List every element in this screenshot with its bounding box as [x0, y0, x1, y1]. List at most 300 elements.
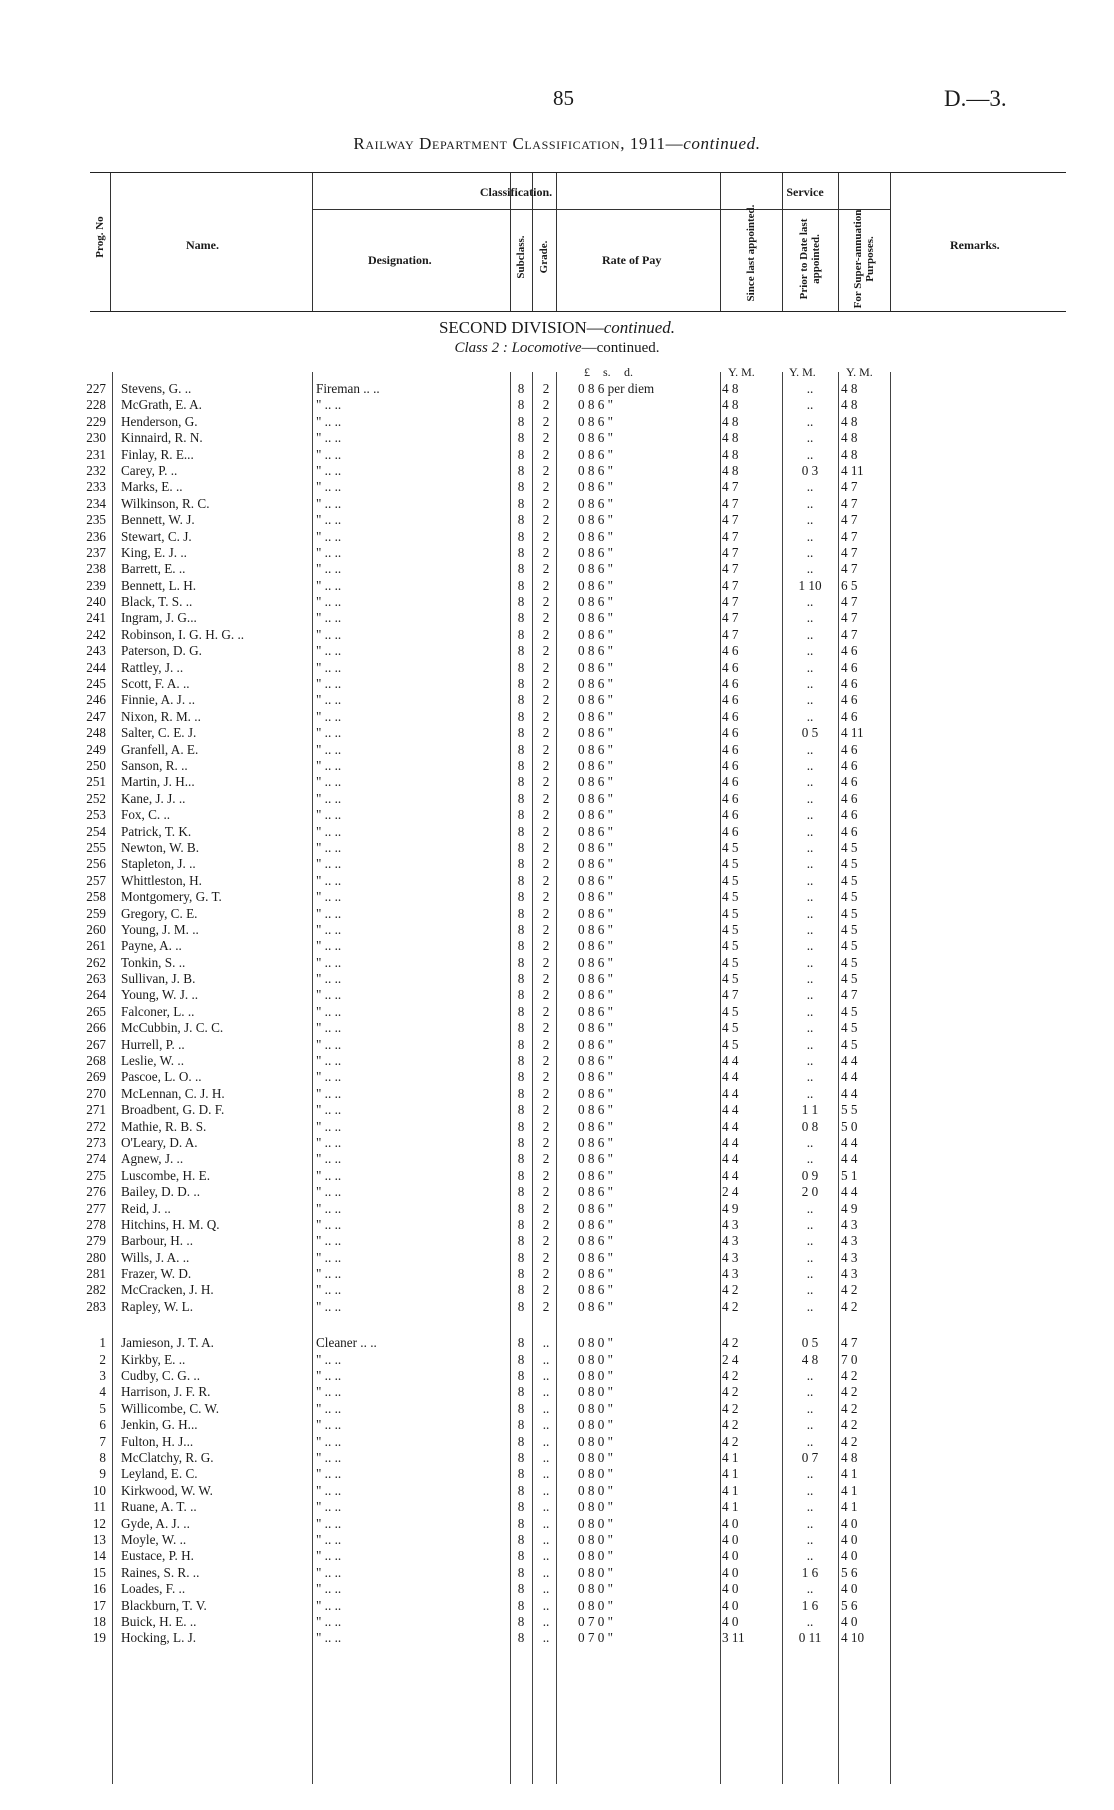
table-row: [0, 1581, 1114, 1597]
since-last-appointed-cell: 4 4: [722, 1167, 739, 1183]
designation-cell: " .. ..: [316, 1102, 342, 1118]
subclass-cell: 8: [517, 397, 525, 413]
since-last-appointed-cell: 4 2: [722, 1298, 739, 1314]
rate-of-pay-cell: 0 8 0 ": [578, 1581, 614, 1597]
prior-service-cell: ..: [806, 790, 814, 806]
table-row: [0, 578, 1114, 594]
subclass-cell: 8: [517, 1548, 525, 1564]
superannuation-cell: 4 6: [841, 708, 858, 724]
subclass-cell: 8: [517, 1216, 525, 1232]
grade-cell: 2: [542, 577, 550, 593]
rate-of-pay-cell: 0 8 6 ": [578, 626, 614, 642]
prior-service-cell: ..: [806, 1020, 814, 1036]
prior-service-cell: 0 5: [801, 725, 819, 741]
superannuation-cell: 5 6: [841, 1597, 858, 1613]
grade-cell: 2: [542, 1216, 550, 1232]
name-cell: Leyland, E. C.: [121, 1466, 198, 1482]
designation-cell: " .. ..: [316, 446, 342, 462]
superannuation-cell: 4 3: [841, 1216, 858, 1232]
rate-of-pay-cell: 0 8 6 ": [578, 397, 614, 413]
name-cell: Reid, J. ..: [121, 1200, 171, 1216]
grade-cell: 2: [542, 823, 550, 839]
subclass-cell: 8: [517, 676, 525, 692]
rate-of-pay-cell: 0 8 6 ": [578, 1118, 614, 1134]
superannuation-cell: 4 5: [841, 856, 858, 872]
superannuation-cell: 4 7: [841, 561, 858, 577]
name-cell: Fox, C. ..: [121, 807, 171, 823]
grade-cell: 2: [542, 1134, 550, 1150]
superannuation-cell: 4 2: [841, 1400, 858, 1416]
prior-service-cell: ..: [806, 872, 814, 888]
since-last-appointed-cell: 4 5: [722, 921, 739, 937]
prog-no-cell: 250: [86, 757, 106, 773]
since-last-appointed-cell: 4 6: [722, 774, 739, 790]
table-row: [0, 742, 1114, 758]
designation-cell: " .. ..: [316, 1069, 342, 1085]
prior-service-cell: ..: [806, 1368, 814, 1384]
rate-of-pay-cell: 0 8 0 ": [578, 1548, 614, 1564]
table-row: [0, 660, 1114, 676]
since-last-appointed-cell: 4 5: [722, 1036, 739, 1052]
prior-service-cell: ..: [806, 856, 814, 872]
table-row: [0, 496, 1114, 512]
prior-service-cell: ..: [806, 1200, 814, 1216]
superannuation-cell: 4 7: [841, 479, 858, 495]
table-row: [0, 824, 1114, 840]
table-row: [0, 856, 1114, 872]
superannuation-cell: 5 5: [841, 1102, 858, 1118]
rate-of-pay-cell: 0 8 6 ": [578, 938, 614, 954]
designation-cell: " .. ..: [316, 462, 342, 478]
prior-service-cell: 1 6: [801, 1564, 819, 1580]
name-cell: Ingram, J. G...: [121, 610, 197, 626]
name-cell: Hurrell, P. ..: [121, 1036, 185, 1052]
subclass-cell: 8: [517, 413, 525, 429]
subclass-cell: 8: [517, 1433, 525, 1449]
name-cell: Leslie, W. ..: [121, 1053, 184, 1069]
table-row: [0, 791, 1114, 807]
name-cell: Marks, E. ..: [121, 479, 183, 495]
name-cell: Tonkin, S. ..: [121, 954, 186, 970]
designation-cell: " .. ..: [316, 1036, 342, 1052]
prior-service-cell: ..: [806, 413, 814, 429]
rate-of-pay-cell: 0 8 6 ": [578, 643, 614, 659]
rate-of-pay-cell: 0 8 6 ": [578, 790, 614, 806]
table-row: [0, 1548, 1114, 1564]
grade-cell: 2: [542, 1151, 550, 1167]
header-classification: Classification.: [479, 185, 553, 199]
prog-no-cell: 15: [92, 1564, 106, 1580]
subclass-cell: 8: [517, 1298, 525, 1314]
table-row: [0, 529, 1114, 545]
prog-no-cell: 17: [92, 1597, 106, 1613]
designation-cell: " .. ..: [316, 1351, 342, 1367]
prior-service-cell: ..: [806, 544, 814, 560]
prior-service-cell: ..: [806, 1266, 814, 1282]
designation-cell: " .. ..: [316, 971, 342, 987]
table-row: [0, 971, 1114, 987]
superannuation-cell: 4 0: [841, 1613, 858, 1629]
superannuation-cell: 4 7: [841, 495, 858, 511]
name-cell: Carey, P. ..: [121, 462, 178, 478]
rate-of-pay-cell: 0 8 6 ": [578, 856, 614, 872]
name-cell: Stevens, G. ..: [121, 381, 192, 396]
subclass-cell: 8: [517, 1102, 525, 1118]
prog-no-cell: 263: [86, 971, 106, 987]
rate-of-pay-cell: 0 8 6 ": [578, 1233, 614, 1249]
table-row: [0, 1598, 1114, 1614]
prog-no-cell: 10: [92, 1482, 106, 1498]
prior-service-cell: ..: [806, 741, 814, 757]
superannuation-cell: 4 5: [841, 839, 858, 855]
designation-cell: " .. ..: [316, 774, 342, 790]
designation-cell: " .. ..: [316, 1003, 342, 1019]
table-row: [0, 758, 1114, 774]
designation-cell: " .. ..: [316, 1548, 342, 1564]
prior-service-cell: ..: [806, 1003, 814, 1019]
designation-cell: " .. ..: [316, 1400, 342, 1416]
rate-of-pay-cell: 0 8 6 ": [578, 1216, 614, 1232]
designation-cell: " .. ..: [316, 889, 342, 905]
since-last-appointed-cell: 4 3: [722, 1249, 739, 1265]
since-last-appointed-cell: 4 1: [722, 1466, 739, 1482]
prior-service-cell: ..: [806, 512, 814, 528]
subclass-cell: 8: [517, 462, 525, 478]
prior-service-cell: ..: [806, 1151, 814, 1167]
designation-cell: " .. ..: [316, 921, 342, 937]
table-row: [0, 889, 1114, 905]
prog-no-cell: 247: [86, 708, 106, 724]
grade-cell: ..: [542, 1466, 550, 1482]
designation-cell: " .. ..: [316, 1167, 342, 1183]
prior-service-cell: ..: [806, 397, 814, 413]
rate-of-pay-cell: 0 8 0 ": [578, 1433, 614, 1449]
prior-service-cell: 0 9: [801, 1167, 819, 1183]
grade-cell: 2: [542, 872, 550, 888]
superannuation-cell: 4 1: [841, 1499, 858, 1515]
prog-no-cell: 277: [86, 1200, 106, 1216]
designation-cell: " .. ..: [316, 1597, 342, 1613]
prog-no-cell: 258: [86, 889, 106, 905]
designation-cell: " .. ..: [316, 1216, 342, 1232]
prog-no-cell: 2: [99, 1351, 106, 1367]
rate-of-pay-cell: 0 8 6 ": [578, 889, 614, 905]
name-cell: Whittleston, H.: [121, 872, 202, 888]
grade-cell: ..: [542, 1482, 550, 1498]
designation-cell: " .. ..: [316, 872, 342, 888]
subclass-cell: 8: [517, 610, 525, 626]
prog-no-cell: 249: [86, 741, 106, 757]
prog-no-cell: 14: [92, 1548, 106, 1564]
name-cell: McCracken, J. H.: [121, 1282, 214, 1298]
prog-no-cell: 270: [86, 1085, 106, 1101]
since-last-appointed-cell: 4 7: [722, 528, 739, 544]
prog-no-cell: 239: [86, 577, 106, 593]
table-row: [0, 1233, 1114, 1249]
table-row: [0, 840, 1114, 856]
rate-of-pay-cell: 0 8 0 ": [578, 1597, 614, 1613]
table-row: [0, 1020, 1114, 1036]
prog-no-cell: 256: [86, 856, 106, 872]
since-last-appointed-cell: 4 1: [722, 1450, 739, 1465]
name-cell: Payne, A. ..: [121, 938, 182, 954]
prog-no-cell: 228: [86, 397, 106, 413]
prior-service-cell: ..: [806, 1482, 814, 1498]
subclass-cell: 8: [517, 1499, 525, 1515]
superannuation-cell: 4 7: [841, 594, 858, 610]
rate-of-pay-cell: 0 8 0 ": [578, 1499, 614, 1515]
name-cell: McLennan, C. J. H.: [121, 1085, 225, 1101]
since-last-appointed-cell: 4 8: [722, 462, 739, 478]
since-last-appointed-cell: 4 5: [722, 938, 739, 954]
designation-cell: " .. ..: [316, 1085, 342, 1101]
since-last-appointed-cell: 4 4: [722, 1102, 739, 1118]
designation-cell: " .. ..: [316, 708, 342, 724]
table-row: [0, 594, 1114, 610]
prior-service-cell: 4 8: [801, 1351, 819, 1367]
name-cell: McClatchy, R. G.: [121, 1450, 214, 1465]
grade-cell: 2: [542, 839, 550, 855]
prog-no-cell: 16: [92, 1581, 106, 1597]
superannuation-cell: 4 2: [841, 1282, 858, 1298]
designation-cell: " .. ..: [316, 626, 342, 642]
superannuation-cell: 4 4: [841, 1184, 858, 1200]
subclass-cell: 8: [517, 1564, 525, 1580]
subclass-cell: 8: [517, 1036, 525, 1052]
prior-service-cell: 0 5: [801, 1335, 819, 1351]
prog-no-cell: 227: [86, 381, 106, 396]
name-cell: Finlay, R. E...: [121, 446, 194, 462]
subclass-cell: 8: [517, 1282, 525, 1298]
subclass-cell: 8: [517, 577, 525, 593]
superannuation-cell: 4 10: [841, 1630, 865, 1646]
designation-cell: " .. ..: [316, 1384, 342, 1400]
since-last-appointed-cell: 4 7: [722, 577, 739, 593]
header-service: Service: [786, 185, 824, 199]
subclass-cell: 8: [517, 594, 525, 610]
grade-cell: 2: [542, 856, 550, 872]
designation-cell: " .. ..: [316, 1249, 342, 1265]
prior-service-cell: ..: [806, 1548, 814, 1564]
name-cell: Robinson, I. G. H. G. ..: [121, 626, 245, 642]
prior-service-cell: ..: [806, 479, 814, 495]
grade-cell: 2: [542, 1249, 550, 1265]
since-last-appointed-cell: 4 9: [722, 1200, 739, 1216]
rate-of-pay-cell: 0 8 6 ": [578, 462, 614, 478]
header-for-superannuation: For Super-annuation Purposes.: [852, 209, 876, 309]
grade-cell: 2: [542, 643, 550, 659]
since-last-appointed-cell: 4 0: [722, 1613, 739, 1629]
table-row: [0, 1516, 1114, 1532]
document-reference: D.—3.: [944, 86, 1007, 111]
name-cell: Kane, J. J. ..: [121, 790, 186, 806]
subclass-cell: 8: [517, 1266, 525, 1282]
prior-service-cell: 0 7: [801, 1450, 819, 1465]
prior-service-cell: ..: [806, 774, 814, 790]
unit-pence: d.: [624, 365, 633, 379]
grade-cell: 2: [542, 1020, 550, 1036]
since-last-appointed-cell: 4 0: [722, 1597, 739, 1613]
since-last-appointed-cell: 2 4: [722, 1351, 739, 1367]
name-cell: Kirkwood, W. W.: [121, 1482, 213, 1498]
since-last-appointed-cell: 4 5: [722, 839, 739, 855]
rate-of-pay-cell: 0 8 6 ": [578, 1102, 614, 1118]
subclass-cell: 8: [517, 872, 525, 888]
prog-no-cell: 19: [92, 1630, 106, 1646]
superannuation-cell: 4 3: [841, 1266, 858, 1282]
prior-service-cell: ..: [806, 839, 814, 855]
rate-of-pay-cell: 0 7 0 ": [578, 1630, 614, 1646]
prior-service-cell: ..: [806, 1036, 814, 1052]
prog-no-cell: 234: [86, 495, 106, 511]
page-number: 85: [553, 86, 574, 110]
prog-no-cell: 6: [99, 1417, 106, 1433]
superannuation-cell: 4 1: [841, 1466, 858, 1482]
grade-cell: 2: [542, 430, 550, 446]
superannuation-cell: 4 6: [841, 692, 858, 708]
name-cell: Raines, S. R. ..: [121, 1564, 200, 1580]
rate-of-pay-cell: 0 8 6 ": [578, 954, 614, 970]
grade-cell: 2: [542, 741, 550, 757]
name-cell: Jamieson, J. T. A.: [121, 1335, 214, 1351]
subsection-heading: [0, 340, 1114, 357]
since-last-appointed-cell: 4 3: [722, 1216, 739, 1232]
superannuation-cell: 4 4: [841, 1053, 858, 1069]
superannuation-cell: 4 5: [841, 872, 858, 888]
subclass-cell: 8: [517, 790, 525, 806]
rate-of-pay-cell: 0 8 6 ": [578, 413, 614, 429]
grade-cell: ..: [542, 1515, 550, 1531]
prog-no-cell: 279: [86, 1233, 106, 1249]
name-cell: Paterson, D. G.: [121, 643, 202, 659]
designation-cell: " .. ..: [316, 790, 342, 806]
prior-service-cell: ..: [806, 1085, 814, 1101]
subclass-cell: 8: [517, 938, 525, 954]
rate-of-pay-cell: 0 8 6 ": [578, 512, 614, 528]
rate-of-pay-cell: 0 8 6 ": [578, 659, 614, 675]
table-row: [0, 1217, 1114, 1233]
prog-no-cell: 264: [86, 987, 106, 1003]
grade-cell: ..: [542, 1433, 550, 1449]
prior-service-cell: ..: [806, 1282, 814, 1298]
grade-cell: ..: [542, 1613, 550, 1629]
table-row: [0, 1151, 1114, 1167]
designation-cell: " .. ..: [316, 1499, 342, 1515]
table-row: [0, 1434, 1114, 1450]
rate-of-pay-cell: 0 8 6 ": [578, 971, 614, 987]
grade-cell: ..: [542, 1499, 550, 1515]
subclass-cell: 8: [517, 1118, 525, 1134]
prog-no-cell: 235: [86, 512, 106, 528]
subclass-cell: 8: [517, 1335, 525, 1351]
prog-no-cell: 248: [86, 725, 106, 741]
table-row: [0, 1630, 1114, 1646]
grade-cell: 2: [542, 495, 550, 511]
prog-no-cell: 237: [86, 544, 106, 560]
rate-of-pay-cell: 0 7 0 ": [578, 1613, 614, 1629]
table-row: [0, 1401, 1114, 1417]
name-cell: Hitchins, H. M. Q.: [121, 1216, 220, 1232]
table-row: [0, 610, 1114, 626]
designation-cell: " .. ..: [316, 413, 342, 429]
grade-cell: ..: [542, 1630, 550, 1646]
since-last-appointed-cell: 4 8: [722, 397, 739, 413]
grade-cell: 2: [542, 692, 550, 708]
prog-no-cell: 260: [86, 921, 106, 937]
header-since-last-appointed: Since last appointed.: [745, 204, 757, 302]
subclass-cell: 8: [517, 1167, 525, 1183]
name-cell: Blackburn, T. V.: [121, 1597, 207, 1613]
subclass-cell: 8: [517, 561, 525, 577]
since-last-appointed-cell: 4 6: [722, 807, 739, 823]
class-continued: —continued.: [581, 340, 660, 356]
grade-cell: 2: [542, 413, 550, 429]
prior-service-cell: ..: [806, 1531, 814, 1547]
since-last-appointed-cell: 4 1: [722, 1499, 739, 1515]
rate-of-pay-cell: 0 8 6 ": [578, 1282, 614, 1298]
table-row: [0, 1532, 1114, 1548]
rate-of-pay-cell: 0 8 6 ": [578, 987, 614, 1003]
table-row: [0, 561, 1114, 577]
prior-service-cell: 2 0: [801, 1184, 819, 1200]
prog-no-cell: 278: [86, 1216, 106, 1232]
since-last-appointed-cell: 4 7: [722, 987, 739, 1003]
superannuation-cell: 4 5: [841, 889, 858, 905]
rate-of-pay-cell: 0 8 6 ": [578, 872, 614, 888]
designation-cell: " .. ..: [316, 1581, 342, 1597]
superannuation-cell: 4 5: [841, 921, 858, 937]
superannuation-cell: 4 4: [841, 1151, 858, 1167]
since-last-appointed-cell: 4 6: [722, 725, 739, 741]
rate-of-pay-cell: 0 8 6 ": [578, 839, 614, 855]
superannuation-cell: 4 8: [841, 397, 858, 413]
subclass-cell: 8: [517, 1351, 525, 1367]
section-heading: [0, 318, 1114, 338]
designation-cell: " .. ..: [316, 757, 342, 773]
superannuation-cell: 4 1: [841, 1482, 858, 1498]
prog-no-cell: 233: [86, 479, 106, 495]
grade-cell: 2: [542, 1053, 550, 1069]
rate-of-pay-cell: 0 8 6 ": [578, 774, 614, 790]
designation-cell: " .. ..: [316, 954, 342, 970]
grade-cell: 2: [542, 971, 550, 987]
prior-service-cell: ..: [806, 987, 814, 1003]
since-last-appointed-cell: 4 6: [722, 708, 739, 724]
rate-of-pay-cell: 0 8 6 ": [578, 561, 614, 577]
grade-cell: ..: [542, 1548, 550, 1564]
prog-no-cell: 9: [99, 1466, 106, 1482]
unit-years-months-prior: Y. M.: [789, 365, 816, 379]
subclass-cell: 8: [517, 1184, 525, 1200]
subclass-cell: 8: [517, 921, 525, 937]
name-cell: Martin, J. H...: [121, 774, 195, 790]
prog-no-cell: 11: [93, 1499, 106, 1515]
grade-cell: 2: [542, 610, 550, 626]
subclass-cell: 8: [517, 1515, 525, 1531]
prog-no-cell: 252: [86, 790, 106, 806]
grade-cell: 2: [542, 462, 550, 478]
rate-of-pay-cell: 0 8 6 ": [578, 446, 614, 462]
name-cell: Sullivan, J. B.: [121, 971, 196, 987]
table-row: [0, 1417, 1114, 1433]
prog-no-cell: 244: [86, 659, 106, 675]
prior-service-cell: ..: [806, 692, 814, 708]
designation-cell: " .. ..: [316, 610, 342, 626]
since-last-appointed-cell: 4 7: [722, 594, 739, 610]
since-last-appointed-cell: 4 5: [722, 856, 739, 872]
grade-cell: 2: [542, 954, 550, 970]
prior-service-cell: ..: [806, 528, 814, 544]
